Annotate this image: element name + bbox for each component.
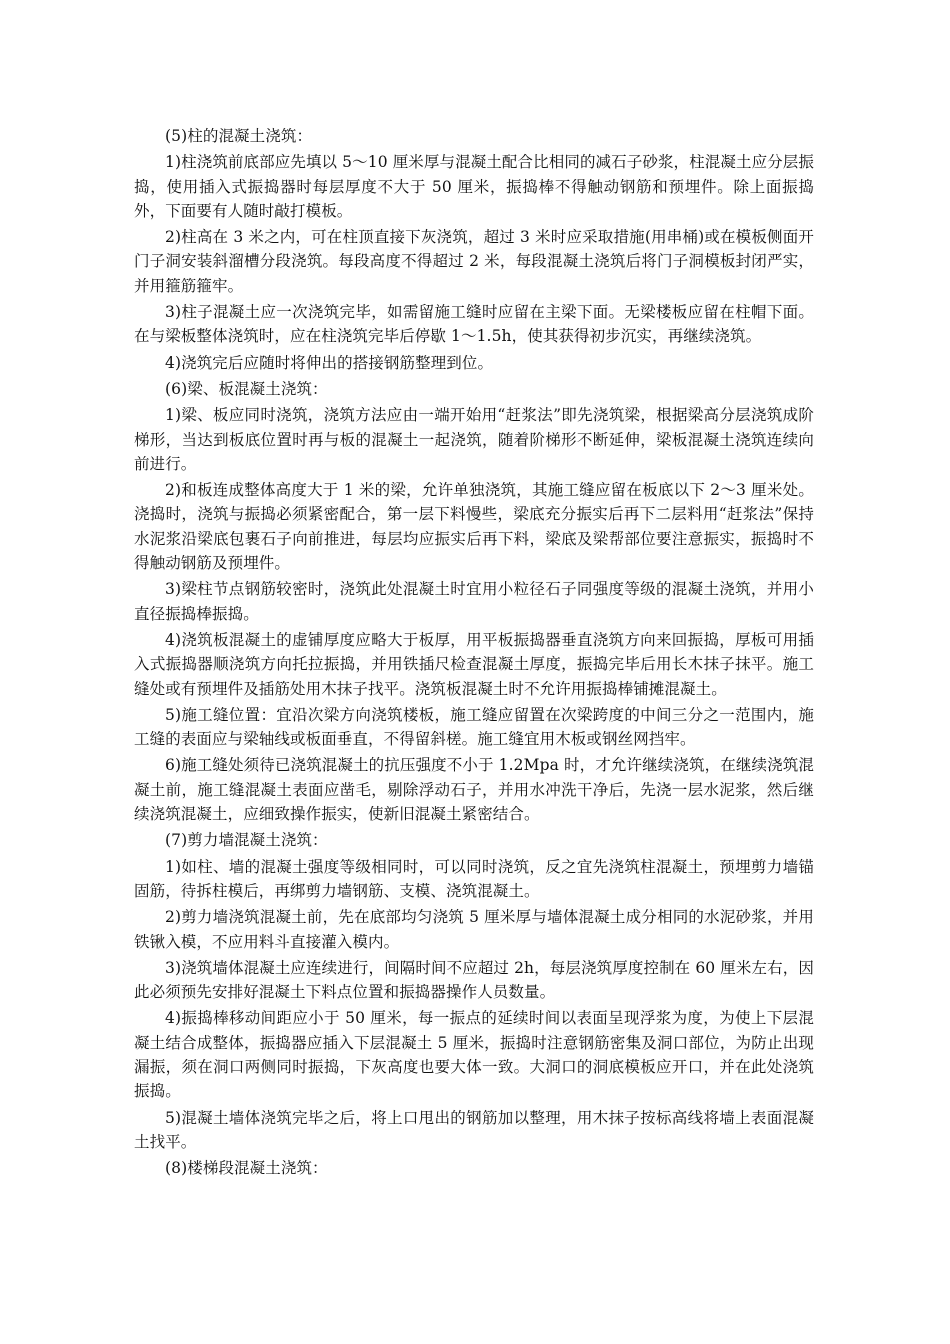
heading-beam-slab-pouring: (6)梁、板混凝土浇筑：: [165, 379, 328, 398]
heading-stair-pouring: (8)楼梯段混凝土浇筑：: [165, 1159, 328, 1178]
paragraph: 3)梁柱节点钢筋较密时，浇筑此处混凝土时宜用小粒径石子同强度等级的混凝土浇筑，并用小直径振捣棒振捣。: [134, 580, 814, 623]
paragraph: 2)剪力墙浇筑混凝土前，先在底部均匀浇筑 5 厘米厚与墙体混凝土成分相同的水泥砂浆，并用铁锹入模，不应用料斗直接灌入模内。: [134, 908, 814, 951]
paragraph: 5)混凝土墙体浇筑完毕之后，将上口甩出的钢筋加以整理，用木抹子按标高线将墙上表面混凝土找平。: [134, 1108, 814, 1151]
paragraph: 4)浇筑完后应随时将伸出的搭接钢筋整理到位。: [165, 353, 494, 372]
paragraph: 2)柱高在 3 米之内，可在柱顶直接下灰浇筑，超过 3 米时应采取措施(用串桶)或在模板侧面开门子洞安装斜溜槽分段浇筑。每段高度不得超过 2 米，每段混凝土浇筑后将门子洞模板封闭严实，并用箍筋箍牢。: [134, 228, 814, 295]
paragraph: 5)施工缝位置：宜沿次梁方向浇筑楼板，施工缝应留置在次梁跨度的中间三分之一范围内，施工缝的表面应与梁轴线或板面垂直，不得留斜槎。施工缝宜用木板或钢丝网挡牢。: [134, 705, 814, 749]
heading-column-pouring: (5)柱的混凝土浇筑：: [165, 127, 313, 145]
document-body: [134, 124, 814, 1182]
paragraph: 3)柱子混凝土应一次浇筑完毕，如需留施工缝时应留在主梁下面。无梁楼板应留在柱帽下面。在与梁板整体浇筑时，应在柱浇筑完毕后停歇 1～1.5h，使其获得初步沉实，再继续浇筑。: [134, 303, 814, 346]
paragraph: 1)柱浇筑前底部应先填以 5～10 厘米厚与混凝土配合比相同的减石子砂浆，柱混凝土应分层振捣，使用插入式振捣器时每层厚度不大于 50 厘米，振捣棒不得触动钢筋和预埋件。除上面振捣外，下面要有人随时敲打模板。: [134, 153, 814, 220]
paragraph: 2)和板连成整体高度大于 1 米的梁，允许单独浇筑，其施工缝应留在板底以下 2～3 厘米处。浇捣时，浇筑与振捣必须紧密配合，第一层下料慢些，梁底充分振实后再下二层料用“赶浆法”保持水泥浆沿梁底包裹石子向前推进，每层均应振实后再下料，梁底及梁帮部位要注意振实，振捣时不得触动钢筋及预埋件。: [134, 481, 814, 573]
heading-shear-wall-pouring: (7)剪力墙混凝土浇筑：: [165, 831, 328, 850]
paragraph: 6)施工缝处须待已浇筑混凝土的抗压强度不小于 1.2Mpa 时，才允许继续浇筑，在继续浇筑混凝土前，施工缝混凝土表面应凿毛，剔除浮动石子，并用水冲洗干净后，先浇一层水泥浆，然后继续浇筑混凝土，应细致操作振实，使新旧混凝土紧密结合。: [134, 756, 814, 824]
paragraph: 3)浇筑墙体混凝土应连续进行，间隔时间不应超过 2h，每层浇筑厚度控制在 60 厘米左右，因此必须预先安排好混凝土下料点位置和振捣器操作人员数量。: [134, 958, 814, 1002]
paragraph: 4)振捣棒移动间距应小于 50 厘米，每一振点的延续时间以表面呈现浮浆为度，为使上下层混凝土结合成整体，振捣器应插入下层混凝土 5 厘米，振捣时注意钢筋密集及洞口部位，为防止出现漏振，须在洞口两侧同时振捣，下灰高度也要大体一致。大洞口的洞底模板应开口，并在此处浇筑振捣。: [134, 1009, 814, 1101]
paragraph: 4)浇筑板混凝土的虚铺厚度应略大于板厚，用平板振捣器垂直浇筑方向来回振捣，厚板可用插入式振捣器顺浇筑方向托拉振捣，并用铁插尺检查混凝土厚度，振捣完毕后用长木抹子抹平。施工缝处或有预埋件及插筋处用木抹子找平。浇筑板混凝土时不允许用振捣棒铺摊混凝土。: [134, 630, 814, 698]
paragraph: 1)如柱、墙的混凝土强度等级相同时，可以同时浇筑，反之宜先浇筑柱混凝土，预埋剪力墙锚固筋，待拆柱模后，再绑剪力墙钢筋、支模、浇筑混凝土。: [134, 857, 814, 900]
paragraph: 1)梁、板应同时浇筑，浇筑方法应由一端开始用“赶浆法”即先浇筑梁，根据梁高分层浇筑成阶梯形，当达到板底位置时再与板的混凝土一起浇筑，随着阶梯形不断延伸，梁板混凝土浇筑连续向前进行。: [134, 406, 814, 473]
